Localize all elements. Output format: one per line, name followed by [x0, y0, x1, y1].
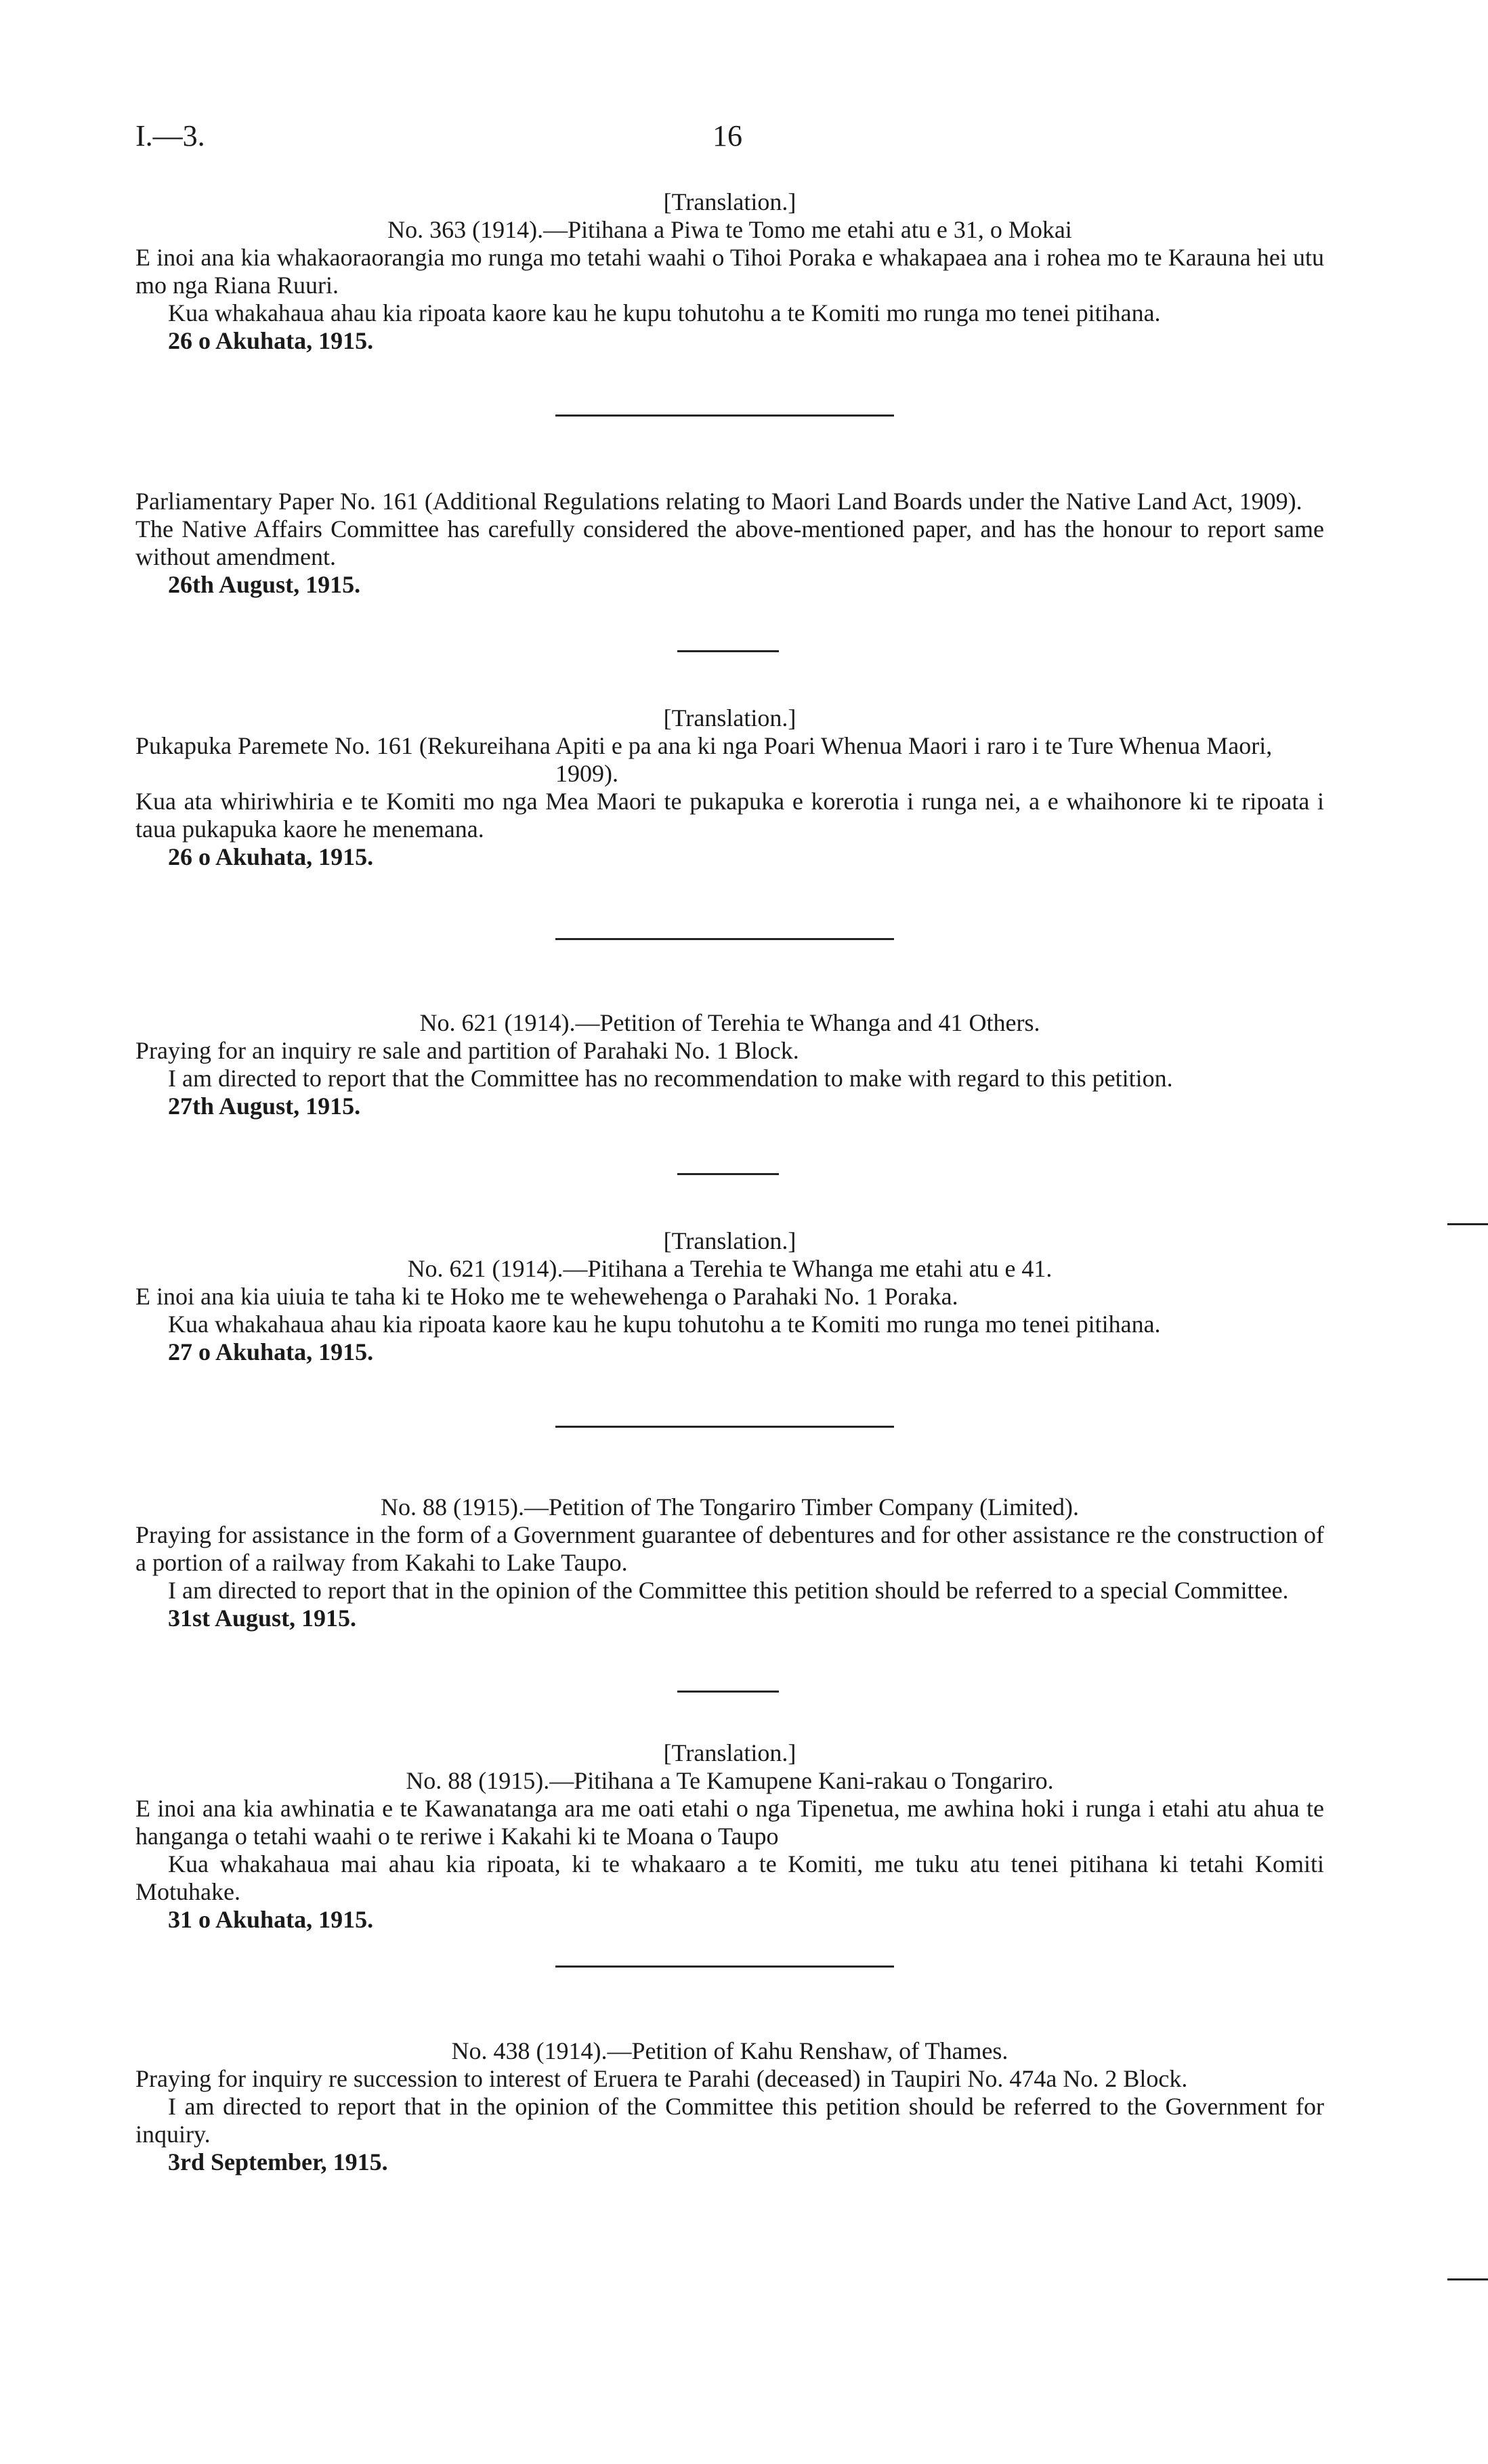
report-section	[135, 1009, 1324, 1120]
translation-tag: [Translation.]	[663, 704, 796, 731]
document-reference: I.—3.	[135, 119, 205, 152]
section-heading: No. 88 (1915).—Petition of The Tongariro Timber Company (Limited).	[380, 1493, 1080, 1521]
section-heading: No. 621 (1914).—Petition of Terehia te Whanga and 41 Others.	[419, 1009, 1040, 1036]
report-section	[135, 188, 1324, 355]
report-section	[135, 704, 1324, 871]
section-date: 27 o Akuhata, 1915.	[168, 1338, 374, 1365]
section-paragraph: Praying for an inquiry re sale and partition of Parahaki No. 1 Block.	[135, 1037, 799, 1064]
section-paragraph: I am directed to report that in the opinion of the Committee this petition should be referred to the Government for inquiry.	[135, 2093, 1324, 2148]
section-divider	[555, 1966, 894, 1968]
section-paragraph: E inoi ana kia whakaoraorangia mo runga mo tetahi waahi o Tihoi Poraka e whakapaea ana i rohea mo te Karauna hei utu mo nga Riana Ruuri.	[135, 244, 1324, 299]
section-paragraph: E inoi ana kia awhinatia e te Kawanatanga ara me oati etahi o nga Tipenetua, me awhina hoki i runga i etahi atu ahua te hanganga o tetahi waahi o te reriwe i Kakahi ki te Moana o Taupo	[135, 1795, 1324, 1850]
page-number: 16	[713, 119, 742, 152]
section-heading: No. 438 (1914).—Petition of Kahu Renshaw, of Thames.	[451, 2037, 1008, 2064]
section-date: 26 o Akuhata, 1915.	[168, 327, 374, 354]
section-paragraph: E inoi ana kia uiuia te taha ki te Hoko me te wehewehenga o Parahaki No. 1 Poraka.	[135, 1283, 958, 1310]
section-divider	[677, 650, 779, 652]
section-date: 31st August, 1915.	[168, 1605, 357, 1632]
section-paragraph: I am directed to report that the Committee has no recommendation to make with regard to this petition.	[168, 1065, 1173, 1092]
section-divider	[555, 415, 894, 417]
report-section	[135, 1227, 1324, 1366]
margin-mark	[1447, 2278, 1488, 2280]
section-paragraph: I am directed to report that in the opinion of the Committee this petition should be referred to a special Committee.	[168, 1577, 1289, 1604]
section-divider	[677, 1173, 779, 1175]
report-section	[135, 1493, 1324, 1632]
section-date: 27th August, 1915.	[168, 1092, 361, 1120]
section-date: 26 o Akuhata, 1915.	[168, 843, 374, 870]
section-paragraph: Praying for assistance in the form of a Government guarantee of debentures and for other assistance re the construction of a portion of a railway from Kakahi to Lake Taupo.	[135, 1521, 1324, 1576]
report-section	[135, 488, 1324, 599]
report-section	[135, 1739, 1324, 1934]
translation-tag: [Translation.]	[663, 188, 796, 215]
section-date: 31 o Akuhata, 1915.	[168, 1906, 374, 1933]
section-divider	[555, 938, 894, 940]
translation-tag: [Translation.]	[663, 1739, 796, 1766]
section-paragraph: Kua whakahaua mai ahau kia ripoata, ki te whakaaro a te Komiti, me tuku atu tenei pitihana ki tetahi Komiti Motuhake.	[135, 1850, 1324, 1905]
section-heading: No. 363 (1914).—Pitihana a Piwa te Tomo me etahi atu e 31, o Mokai	[387, 216, 1072, 243]
section-date: 26th August, 1915.	[168, 571, 361, 598]
section-heading: Pukapuka Paremete No. 161 (Rekureihana Apiti e pa ana ki nga Poari Whenua Maori i raro i te Ture Whenua Maori, 1909).	[135, 732, 1273, 787]
section-paragraph: Kua whakahaua ahau kia ripoata kaore kau he kupu tohutohu a te Komiti mo runga mo tenei pitihana.	[168, 299, 1161, 326]
section-paragraph: Praying for inquiry re succession to interest of Eruera te Parahi (deceased) in Taupiri No. 474a No. 2 Block.	[135, 2065, 1188, 2092]
section-heading: Parliamentary Paper No. 161 (Additional Regulations relating to Maori Land Boards under the Native Land Act, 1909).	[135, 488, 1302, 515]
section-paragraph: Kua whakahaua ahau kia ripoata kaore kau he kupu tohutohu a te Komiti mo runga mo tenei pitihana.	[168, 1311, 1161, 1338]
section-paragraph: The Native Affairs Committee has carefully considered the above-mentioned paper, and has the honour to report same without amendment.	[135, 515, 1324, 570]
section-heading: No. 88 (1915).—Pitihana a Te Kamupene Kani-rakau o Tongariro.	[406, 1767, 1054, 1794]
section-heading: No. 621 (1914).—Pitihana a Terehia te Whanga me etahi atu e 41.	[407, 1255, 1053, 1282]
section-paragraph: Kua ata whiriwhiria e te Komiti mo nga Mea Maori te pukapuka e korerotia i runga nei, a e whaihonore ki te ripoata i taua pukapuka kaore he menemana.	[135, 788, 1324, 843]
section-date: 3rd September, 1915.	[168, 2148, 388, 2175]
translation-tag: [Translation.]	[663, 1227, 796, 1254]
section-divider	[555, 1426, 894, 1428]
section-divider	[677, 1691, 779, 1693]
report-section	[135, 2037, 1324, 2176]
margin-mark	[1447, 1223, 1488, 1225]
